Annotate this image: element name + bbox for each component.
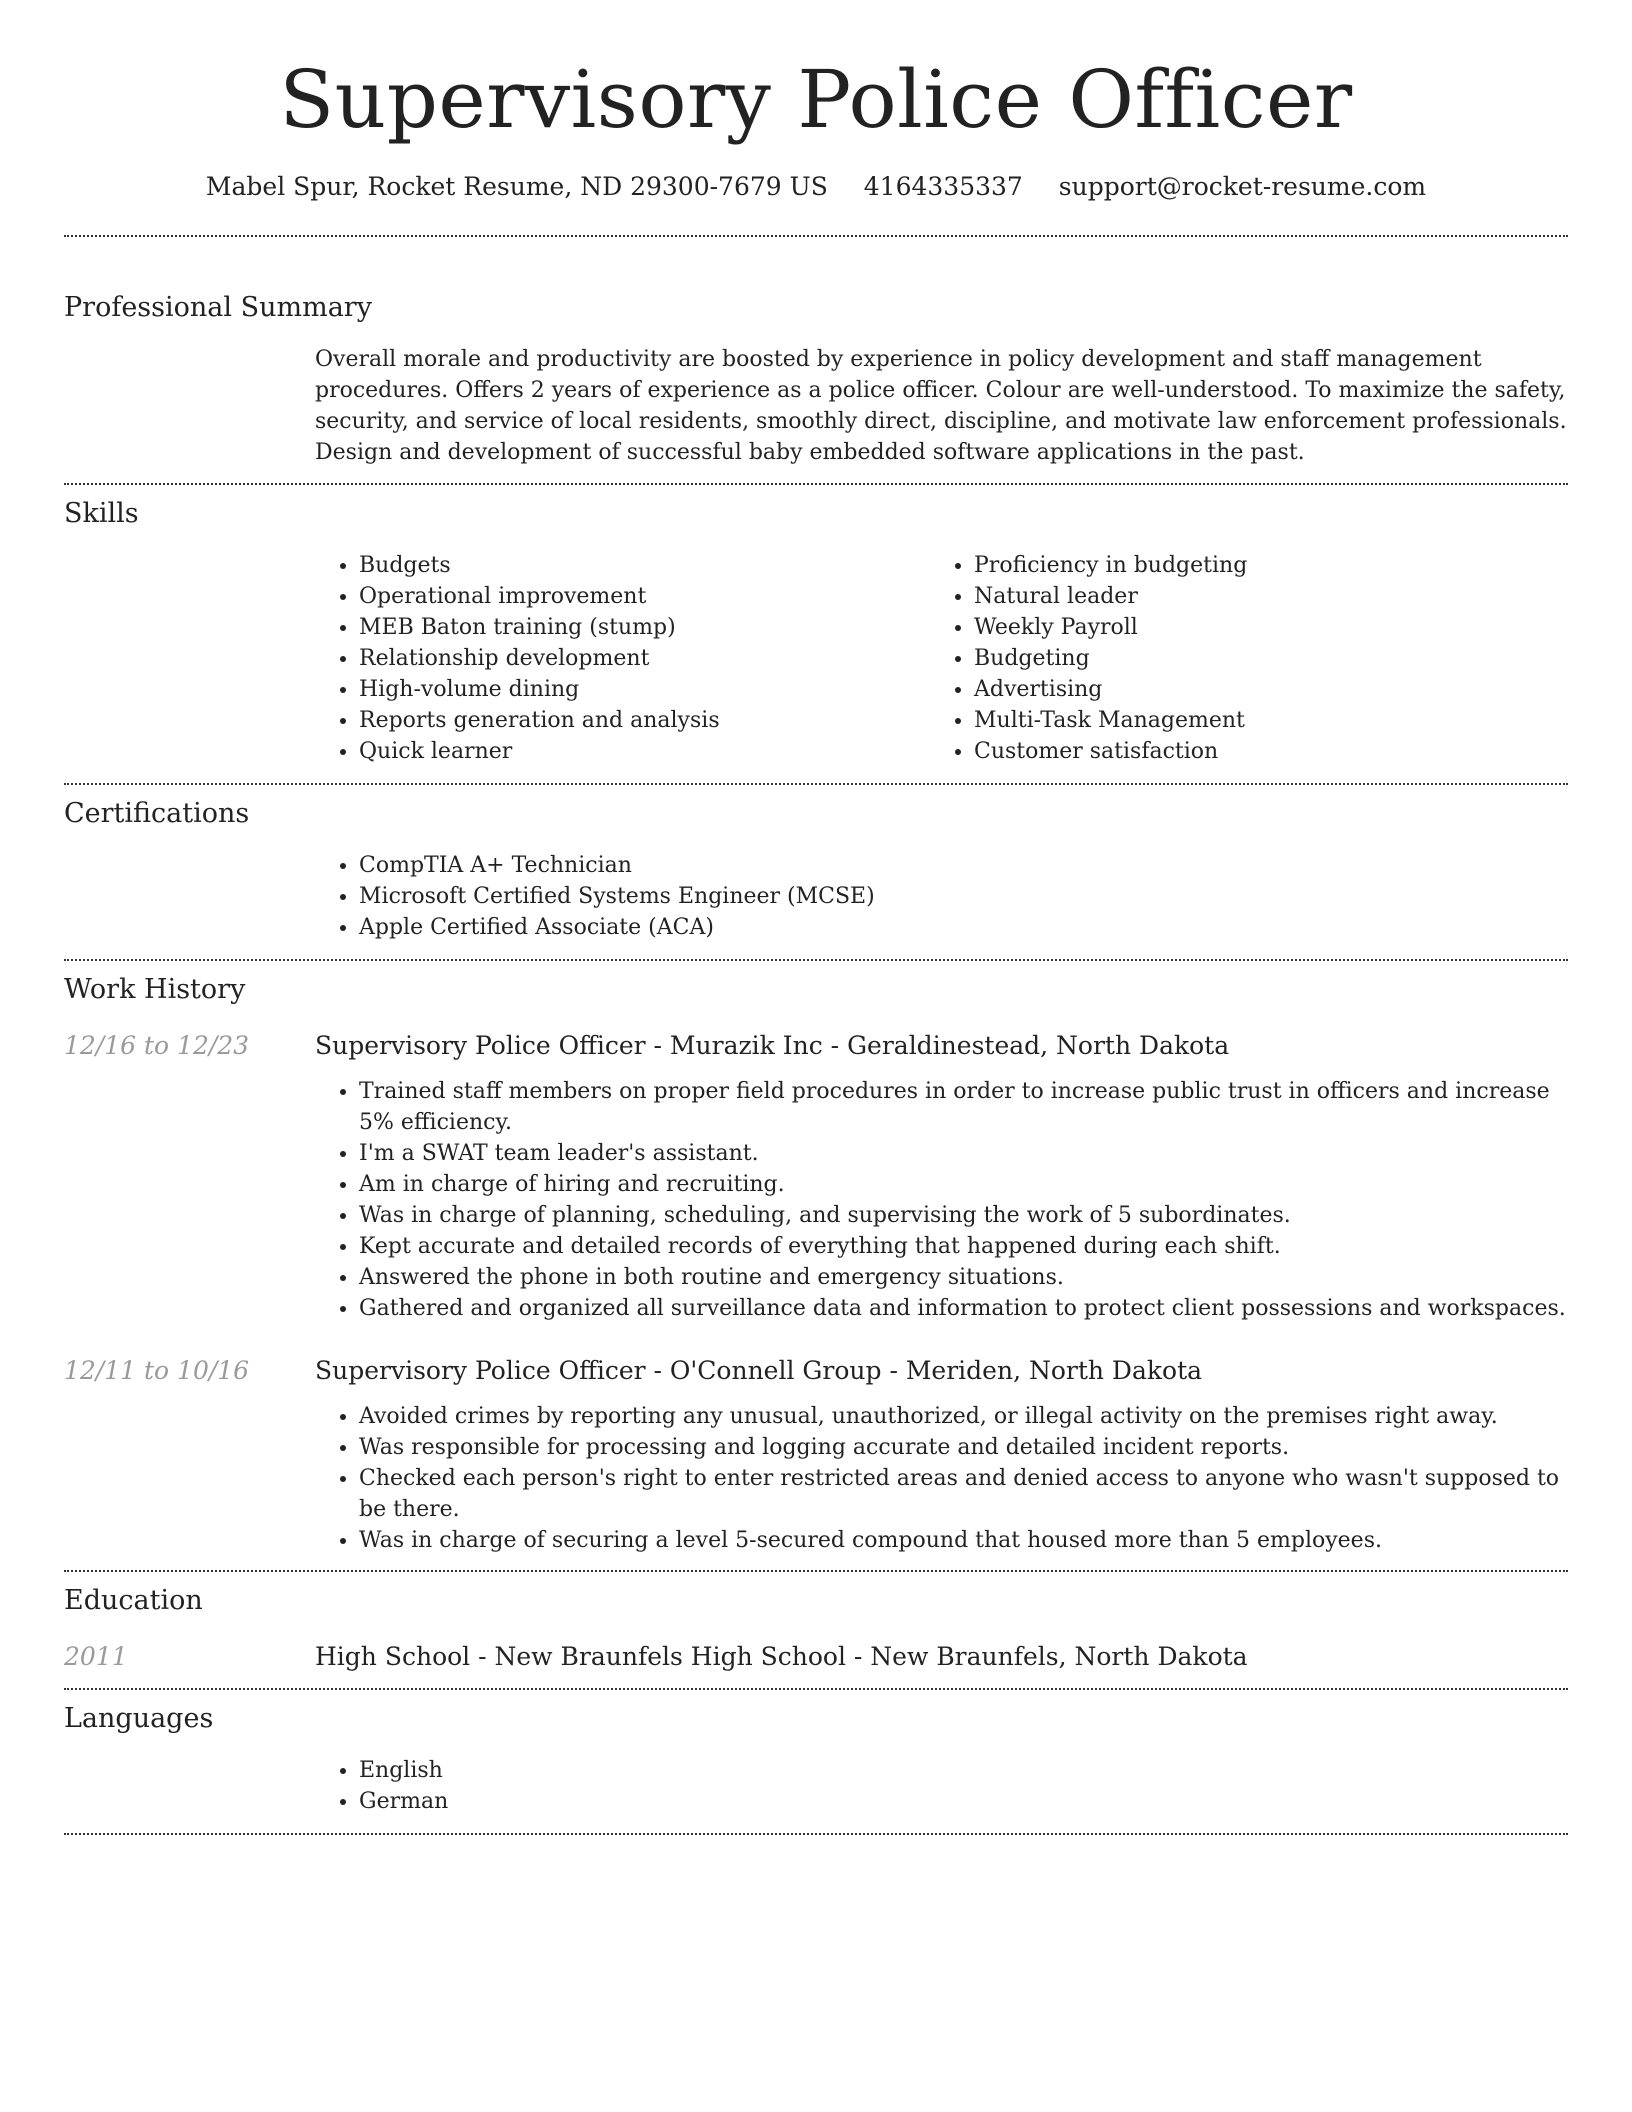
job-duty: • Kept accurate and detailed records of everything that happened during each shift. — [359, 1231, 1568, 1262]
certifications-section — [64, 785, 1568, 959]
job-heading: Supervisory Police Officer - O'Connell Group - Meriden, North Dakota — [315, 1356, 1203, 1385]
certifications-title: Certifications — [64, 798, 250, 829]
candidate-name: Supervisory Police Officer — [279, 53, 1353, 146]
job-duties — [315, 1076, 1568, 1324]
job-header — [64, 1029, 1568, 1063]
skills-section — [64, 485, 1568, 783]
skill-item: • Customer satisfaction — [974, 736, 1545, 767]
education-date: 2011 — [64, 1642, 128, 1671]
education-heading: High School - New Braunfels High School - New Braunfels, North Dakota — [315, 1642, 1248, 1671]
job-duty: • Trained staff members on proper field procedures in order to increase public trust in officers and increase 5% efficiency. — [359, 1076, 1568, 1138]
summary-section — [64, 237, 1568, 483]
work-history-title: Work History — [64, 974, 246, 1005]
skill-item: • High-volume dining — [359, 674, 930, 705]
job-duty: • Was responsible for processing and logging accurate and detailed incident reports. — [359, 1432, 1568, 1463]
contact-phone: 4164335337 — [863, 172, 1023, 201]
work-history-section — [64, 961, 1568, 1570]
skill-item: • MEB Baton training (stump) — [359, 612, 930, 643]
contact-line — [64, 170, 1568, 204]
job-dates: 12/11 to 10/16 — [64, 1356, 250, 1385]
skills-column-right — [930, 550, 1545, 767]
language-item: • German — [359, 1786, 1568, 1817]
languages-title: Languages — [64, 1703, 214, 1734]
resume-header — [64, 0, 1568, 204]
skills-title: Skills — [64, 498, 139, 529]
languages-section — [64, 1690, 1568, 1833]
skill-item: • Multi-Task Management — [974, 705, 1545, 736]
job-entry — [64, 1029, 1568, 1324]
job-duty: • Avoided crimes by reporting any unusual, unauthorized, or illegal activity on the premises right away. — [359, 1401, 1568, 1432]
job-duty: • Was in charge of planning, scheduling, and supervising the work of 5 subordinates. — [359, 1200, 1568, 1231]
skill-item: • Weekly Payroll — [974, 612, 1545, 643]
skills-column-left — [315, 550, 930, 767]
certifications-content — [315, 850, 1568, 959]
contact-address: Mabel Spur, Rocket Resume, ND 29300-7679 US — [205, 172, 828, 201]
language-item: • English — [359, 1755, 1568, 1786]
job-heading: Supervisory Police Officer - Murazik Inc - Geraldinestead, North Dakota — [315, 1031, 1230, 1060]
languages-content — [315, 1755, 1568, 1833]
skill-item: • Natural leader — [974, 581, 1545, 612]
skill-item: • Operational improvement — [359, 581, 930, 612]
job-duty: • Was in charge of securing a level 5-secured compound that housed more than 5 employees. — [359, 1525, 1568, 1556]
job-duty: • Gathered and organized all surveillance data and information to protect client possessions and workspaces. — [359, 1293, 1568, 1324]
skill-item: • Proficiency in budgeting — [974, 550, 1545, 581]
job-header — [64, 1354, 1568, 1388]
skill-item: • Advertising — [974, 674, 1545, 705]
education-title: Education — [64, 1585, 203, 1616]
summary-content — [315, 344, 1568, 483]
skill-item: • Reports generation and analysis — [359, 705, 930, 736]
job-duty: • I'm a SWAT team leader's assistant. — [359, 1138, 1568, 1169]
summary-title: Professional Summary — [64, 292, 372, 323]
skill-item: • Quick learner — [359, 736, 930, 767]
contact-email: support@rocket-resume.com — [1058, 172, 1427, 201]
job-dates: 12/16 to 12/23 — [64, 1031, 250, 1060]
summary-text: Overall morale and productivity are boosted by experience in policy development and staff management procedures. Offers 2 years of experience as a police officer. Colour are well-understood. To maximize the safety, security, and service of local residents, smoothly direct, discipline, and motivate law enforcement professionals. Design and development of successful baby embedded software applications in the past. — [315, 347, 1567, 465]
job-duty: • Answered the phone in both routine and emergency situations. — [359, 1262, 1568, 1293]
skill-item: • Relationship development — [359, 643, 930, 674]
divider — [64, 1833, 1568, 1835]
certification-item: • Microsoft Certified Systems Engineer (MCSE) — [359, 881, 1568, 912]
certification-item: • CompTIA A+ Technician — [359, 850, 1568, 881]
education-section — [64, 1572, 1568, 1688]
skills-grid — [315, 550, 1568, 783]
skill-item: • Budgets — [359, 550, 930, 581]
job-duty: • Checked each person's right to enter restricted areas and denied access to anyone who wasn't supposed to be there. — [359, 1463, 1568, 1525]
education-entry — [64, 1640, 1568, 1674]
job-entry — [64, 1354, 1568, 1570]
job-duties — [315, 1401, 1568, 1570]
certification-item: • Apple Certified Associate (ACA) — [359, 912, 1568, 943]
skill-item: • Budgeting — [974, 643, 1545, 674]
job-duty: • Am in charge of hiring and recruiting. — [359, 1169, 1568, 1200]
